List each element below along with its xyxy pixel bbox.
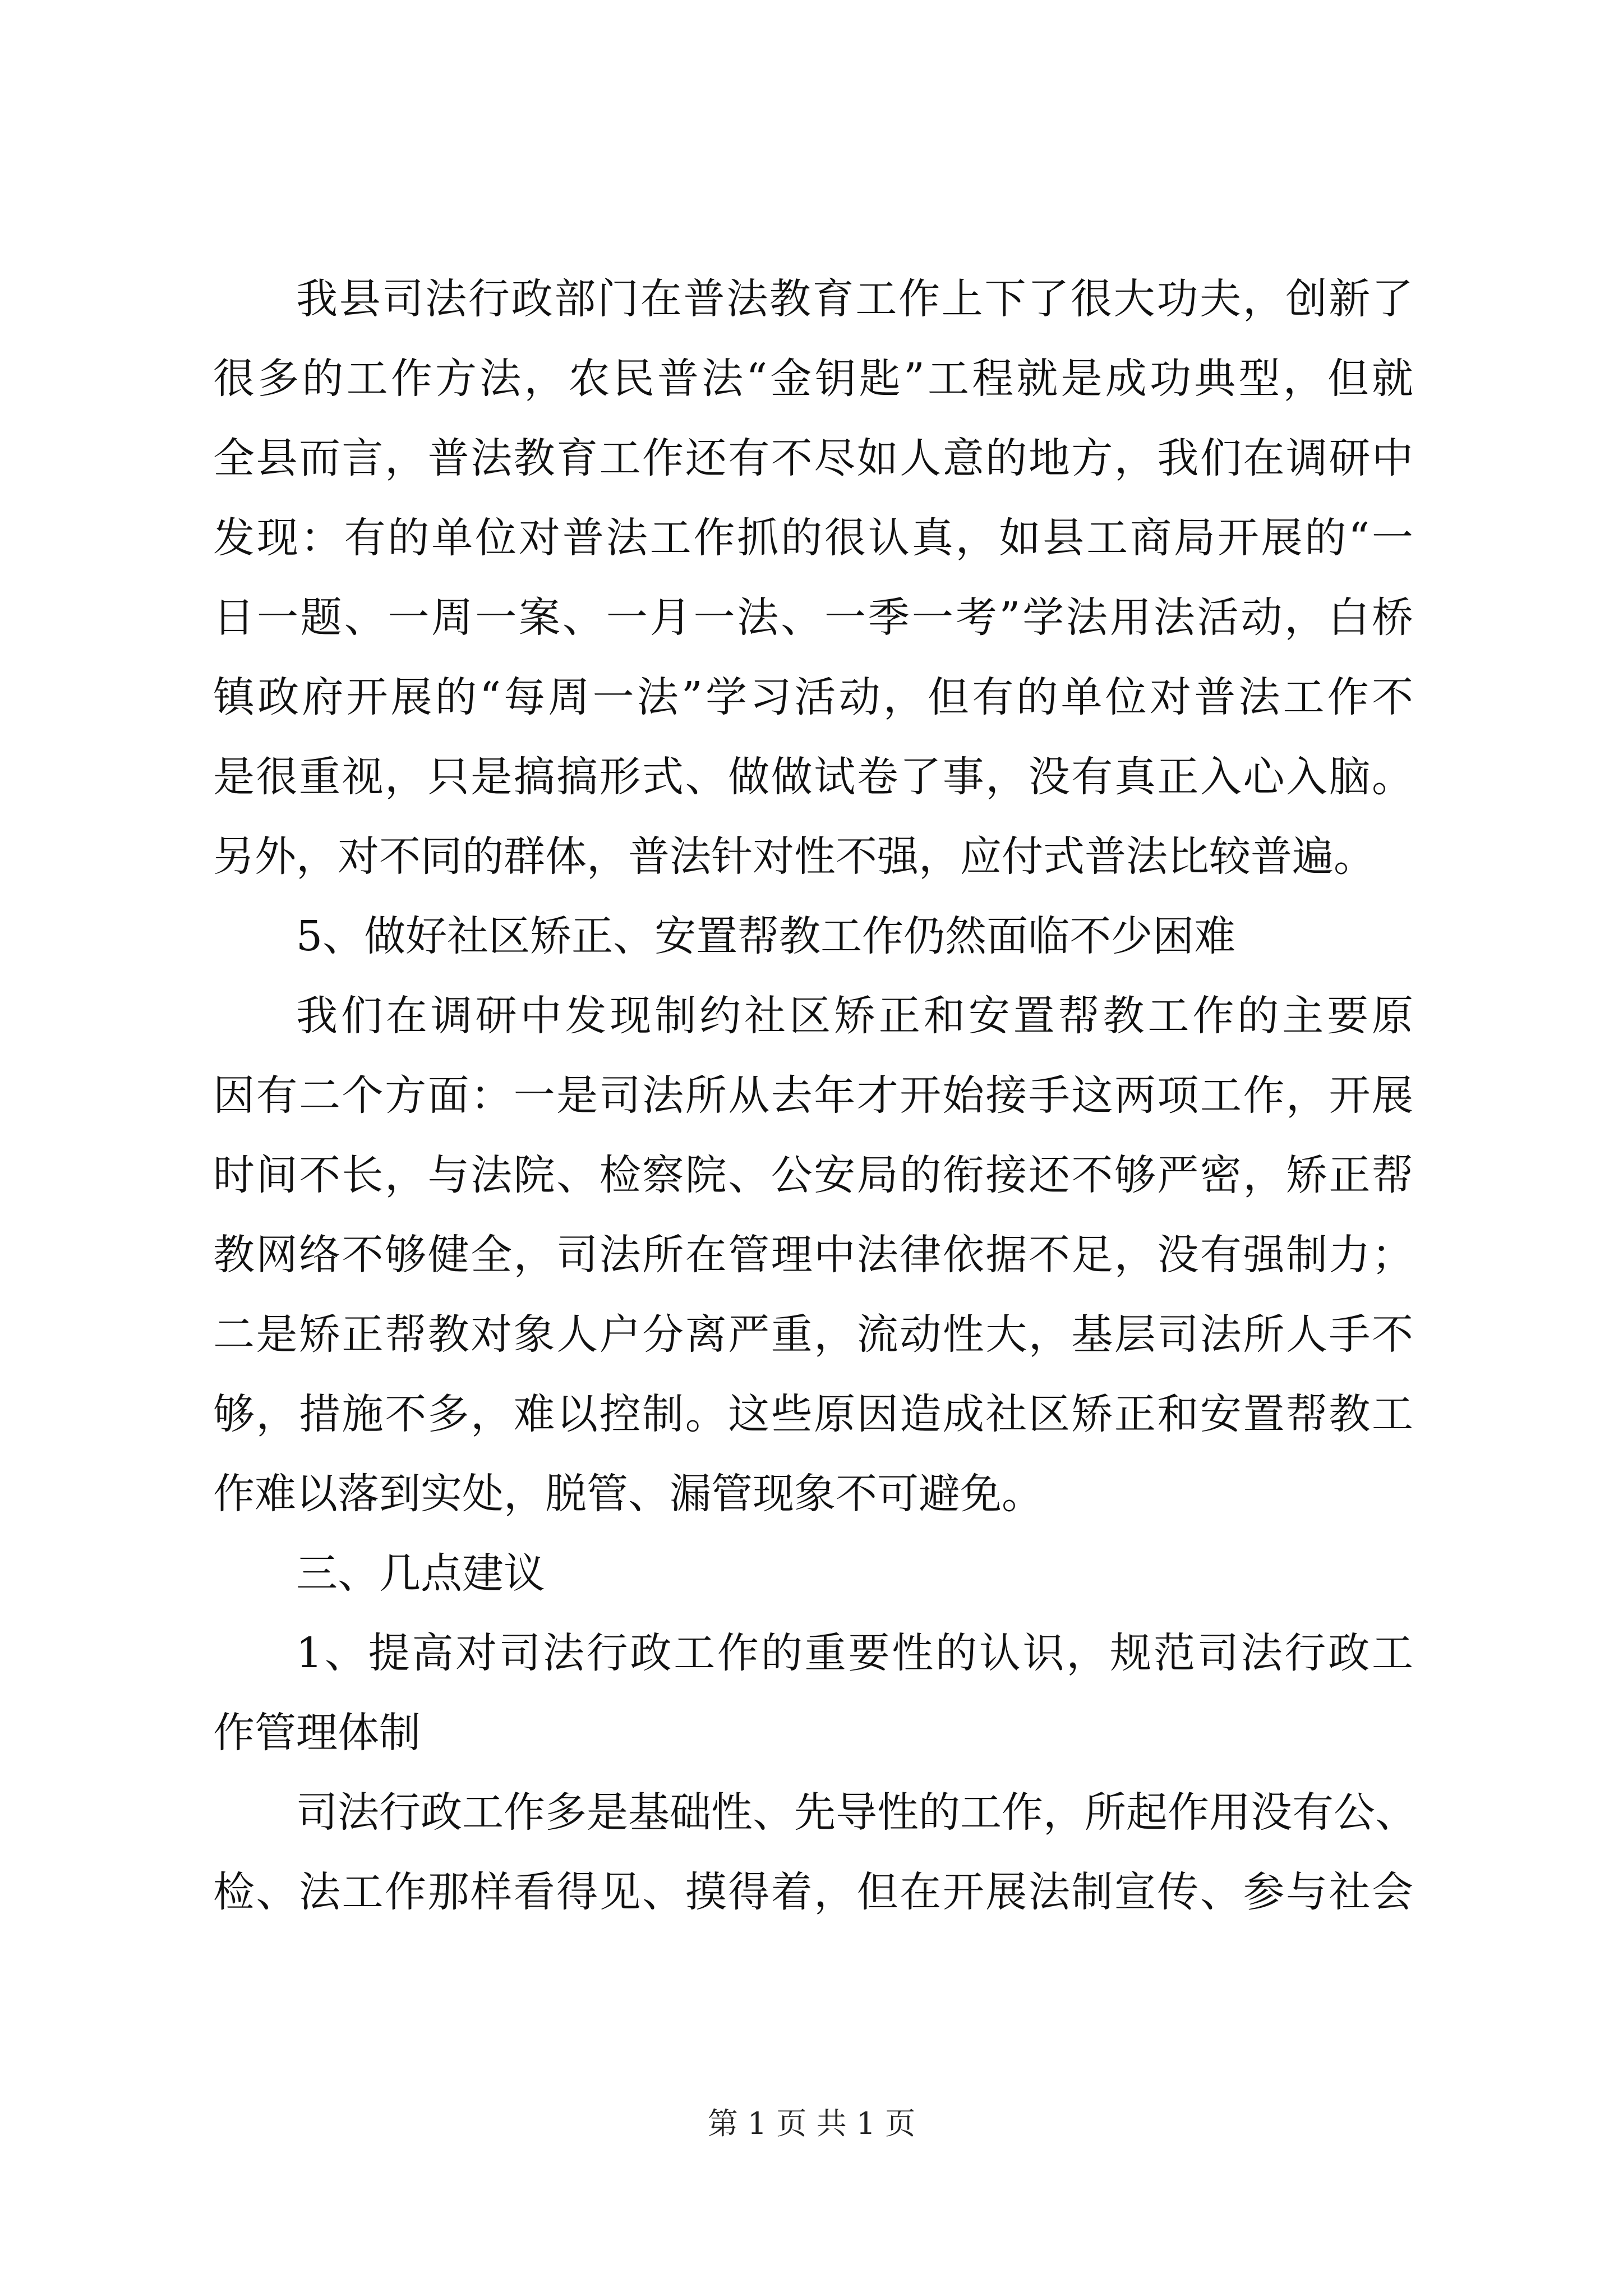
text-line: 1、提高对司法行政工作的重要性的认识，规范司法行政工 — [296, 1629, 1413, 1677]
document-body — [213, 259, 1417, 1932]
text-line: 另外，对不同的群体，普法针对性不强，应付式普法比较普遍。 — [213, 832, 1375, 881]
text-line: 5、做好社区矫正、安置帮教工作仍然面临不少困难 — [296, 912, 1236, 960]
text-line: 发现：有的单位对普法工作抓的很认真，如县工商局开展的“一 — [213, 514, 1413, 562]
text-line: 日一题、一周一案、一月一法、一季一考”学法用法活动，白桥 — [213, 593, 1413, 642]
text-line: 全县而言，普法教育工作还有不尽如人意的地方，我们在调研中 — [213, 434, 1413, 482]
text-line: 检、法工作那样看得见、摸得着，但在开展法制宣传、参与社会 — [213, 1868, 1413, 1916]
text-line: 三、几点建议 — [296, 1549, 545, 1598]
text-line: 时间不长，与法院、检察院、公安局的衔接还不够严密，矫正帮 — [213, 1151, 1413, 1199]
text-line: 我县司法行政部门在普法教育工作上下了很大功夫，创新了 — [296, 275, 1413, 323]
text-line: 作难以落到实处，脱管、漏管现象不可避免。 — [213, 1470, 1043, 1518]
text-line: 作管理体制 — [213, 1709, 421, 1757]
text-line: 镇政府开展的“每周一法”学习活动，但有的单位对普法工作不 — [213, 673, 1413, 721]
text-line: 是很重视，只是搞搞形式、做做试卷了事，没有真正入心入脑。 — [213, 753, 1413, 801]
text-line: 教网络不够健全，司法所在管理中法律依据不足，没有强制力； — [213, 1231, 1413, 1279]
text-line: 够，措施不多，难以控制。这些原因造成社区矫正和安置帮教工 — [213, 1390, 1413, 1438]
text-line: 二是矫正帮教对象人户分离严重，流动性大，基层司法所人手不 — [213, 1310, 1413, 1359]
text-line: 很多的工作方法，农民普法“金钥匙”工程就是成功典型，但就 — [213, 355, 1413, 403]
text-line: 我们在调研中发现制约社区矫正和安置帮教工作的主要原 — [296, 992, 1413, 1040]
text-line: 司法行政工作多是基础性、先导性的工作，所起作用没有公、 — [296, 1788, 1417, 1837]
text-line: 因有二个方面：一是司法所从去年才开始接手这两项工作，开展 — [213, 1071, 1413, 1120]
page-footer: 第 1 页 共 1 页 — [707, 2106, 916, 2141]
